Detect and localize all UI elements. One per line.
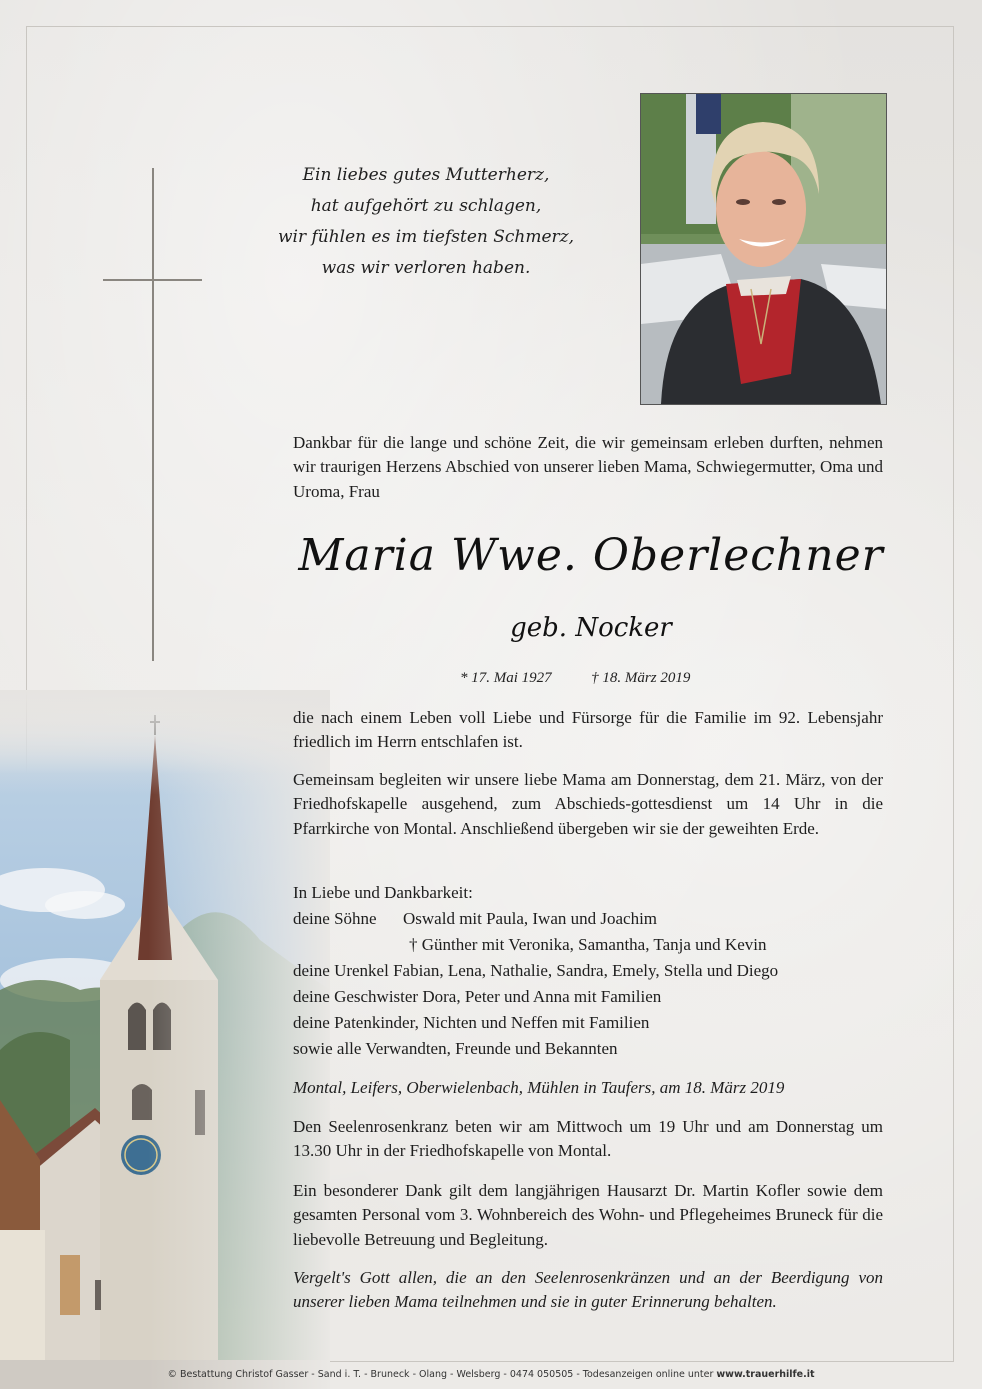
verse-line: Ein liebes gutes Mutterherz, bbox=[302, 165, 550, 185]
sons-label: deine Söhne bbox=[293, 909, 377, 928]
sons-line: Oswald mit Paula, Iwan und Joachim bbox=[403, 909, 658, 928]
family-row: deine Geschwister Dora, Peter und Anna mit Familien bbox=[293, 987, 662, 1006]
family-row bbox=[293, 906, 893, 932]
memorial-verse bbox=[276, 160, 576, 284]
verse-line: hat aufgehört zu schlagen, bbox=[310, 196, 542, 216]
life-dates bbox=[460, 670, 690, 687]
cross-horizontal bbox=[103, 279, 202, 281]
family-row: sowie alle Verwandten, Freunde und Bekannten bbox=[293, 1039, 618, 1058]
footer-text: © Bestattung Christof Gasser - Sand i. T. - Bruneck - Olang - Welsberg - 0474 050505 - Todesanzeigen online unter bbox=[167, 1369, 717, 1380]
rosary-paragraph: Den Seelenrosenkranz beten wir am Mittwoch um 19 Uhr und am Donnerstag um 13.30 Uhr in der Friedhofskapelle von Montal. bbox=[293, 1117, 883, 1161]
deceased-name: Maria Wwe. Oberlechner bbox=[298, 530, 884, 581]
place-date: Montal, Leifers, Oberwielenbach, Mühlen in Taufers, am 18. März 2019 bbox=[293, 1078, 785, 1097]
verse-line: was wir verloren haben. bbox=[321, 258, 531, 278]
family-row bbox=[293, 932, 893, 958]
thanks-paragraph: Ein besonderer Dank gilt dem langjährigen Hausarzt Dr. Martin Kofler sowie dem gesamten Personal vom 3. Wohnbereich des Wohn- und Pflegeheimes Bruneck für die liebevolle Betreuung und Begleitung. bbox=[293, 1181, 883, 1249]
birth-name: geb. Nocker bbox=[510, 613, 672, 643]
sons-line: † Günther mit Veronika, Samantha, Tanja und Kevin bbox=[409, 935, 767, 954]
footer bbox=[0, 1369, 982, 1380]
footer-link[interactable]: www.trauerhilfe.it bbox=[716, 1369, 815, 1380]
passing-paragraph: die nach einem Leben voll Liebe und Fürsorge für die Familie im 92. Lebensjahr friedlich im Herrn entschlafen ist. bbox=[293, 708, 883, 752]
funeral-paragraph: Gemeinsam begleiten wir unsere liebe Mama am Donnerstag, dem 21. März, von der Friedhofskapelle ausgehend, zum Abschieds-gottesdienst um 14 Uhr in die Pfarrkirche von Montal. Anschließend übergeben wir sie der geweihten Erde. bbox=[293, 770, 883, 838]
cross-vertical bbox=[152, 168, 154, 661]
birth-date: * 17. Mai 1927 bbox=[460, 670, 552, 686]
verse-line: wir fühlen es im tiefsten Schmerz, bbox=[277, 227, 575, 247]
family-heading: In Liebe und Dankbarkeit: bbox=[293, 883, 473, 902]
death-date: † 18. März 2019 bbox=[591, 670, 691, 686]
family-row: deine Urenkel Fabian, Lena, Nathalie, Sandra, Emely, Stella und Diego bbox=[293, 961, 779, 980]
family-list bbox=[293, 880, 893, 1062]
family-row: deine Patenkinder, Nichten und Neffen mit Familien bbox=[293, 1013, 650, 1032]
intro-paragraph: Dankbar für die lange und schöne Zeit, die wir gemeinsam erleben durften, nehmen wir traurigen Herzens Abschied von unserer lieben Mama, Schwiegermutter, Oma und Uroma, Frau bbox=[293, 433, 883, 501]
portrait-photo bbox=[640, 93, 887, 405]
closing-paragraph: Vergelt's Gott allen, die an den Seelenrosenkränzen und an der Beerdigung von unserer lieben Mama teilnehmen und sie in guter Erinnerung behalten. bbox=[293, 1268, 883, 1312]
church-landscape-image bbox=[0, 690, 330, 1389]
